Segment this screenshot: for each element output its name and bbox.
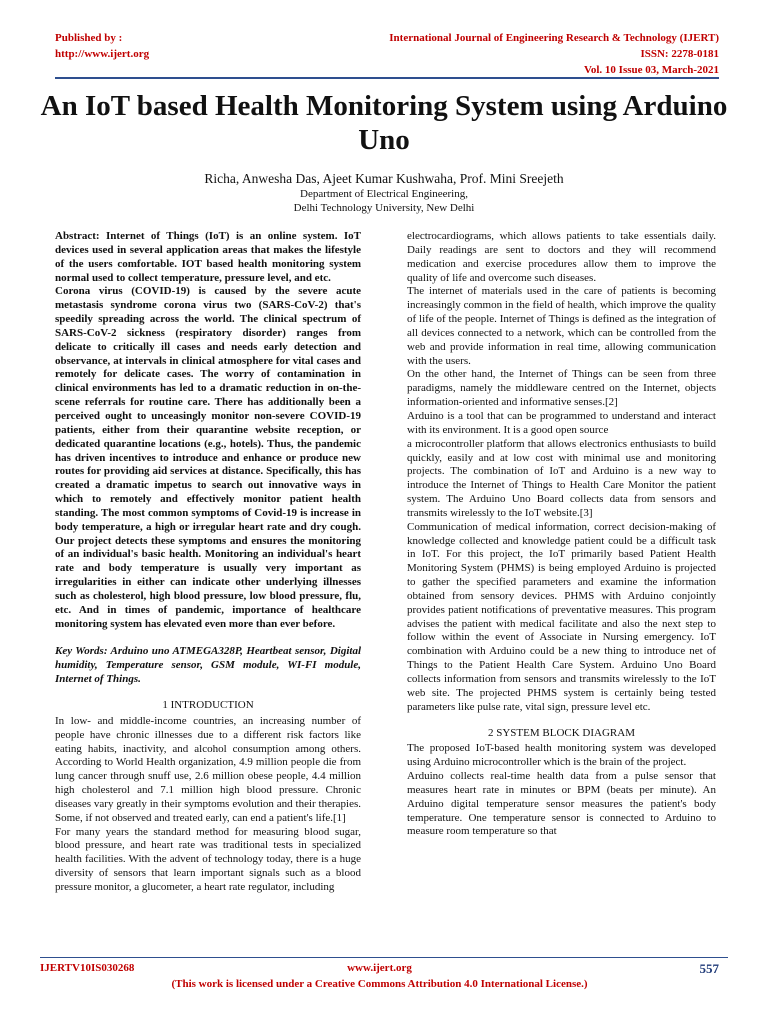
page-number: 557 [699, 961, 719, 976]
authors: Richa, Anwesha Das, Ajeet Kumar Kushwaha, Prof. Mini Sreejeth [204, 171, 564, 186]
header-website-link[interactable]: http://www.ijert.org [55, 48, 150, 60]
issn: ISSN: 2278-0181 [640, 48, 719, 60]
affiliation [40, 187, 728, 215]
header-left [55, 30, 149, 62]
body-paragraph: For many years the standard method for measuring blood sugar, blood pressure, and heart rate was traditional tests in specialized health facilities. With the advent of technology today, there is a huge diversity of sensors that learn important signals such as a blood pressure monitor, a glucometer, a heart rate regulator, including [55, 825, 361, 893]
journal-name: International Journal of Engineering Research & Technology (IJERT) [389, 32, 719, 44]
body-paragraph: The proposed IoT-based health monitoring system was developed using Arduino microcontroller which is the brain of the project. [407, 742, 716, 769]
published-by: Published by : [55, 32, 123, 44]
right-column [407, 230, 716, 839]
body-paragraph: Arduino collects real-time health data from a pulse sensor that measures heart rate in minutes or BPM (beats per minute). An Arduino digital temperature sensor measures the patient's body temperature. One temperature sensor is connected to Arduino to measure room temperature so that [407, 770, 716, 838]
header-rule [55, 77, 719, 79]
header-right [389, 30, 719, 78]
body-paragraph: electrocardiograms, which allows patients to take essentials daily. Daily readings are sent to doctors and they will recommend medication and exercise procedures allow them to improve the quality of life and overcome such diseases. [407, 230, 716, 284]
body-paragraph: In low- and middle-income countries, an increasing number of people have chronic illnesses due to a different risk factors like eating habits, inactivity, and alcohol consumption among others. According to World Health organization, 4.9 million people die from lung cancer through snuff use, 2.6 million obese people, 4.4 million high cholesterol and 7.1 million high blood pressure. Chronic diseases vary greatly in their symptoms evolution and their therapies. Some, if not observed and treated early, can end a patient's life.[1] [55, 714, 361, 824]
paper-id: IJERTV10IS030268 [40, 962, 135, 974]
page-footer [40, 962, 719, 996]
section-heading-introduction: 1 INTRODUCTION [162, 699, 254, 711]
section-heading-system-block-diagram: 2 SYSTEM BLOCK DIAGRAM [488, 726, 635, 739]
footer-rule [40, 957, 728, 958]
body-paragraph: Arduino is a tool that can be programmed to understand and interact with its environment. It is a good open source [407, 409, 716, 436]
abstract-paragraph: Corona virus (COVID-19) is caused by the severe acute metastasis syndrome corona virus two (SARS-CoV-2) that's speedily spreading across the world. The clinical spectrum of SARS-CoV-2 sickness (respiratory disorder) ranges from delicate to critically ill cases and needs early detection and observance, at intervals in clinical atmosphere for vital cases and remotely for delicate cases. The worry of contamination in clinical environments has led to a dramatic reduction in on-the-scene referrals for routine care. There has additionally been a perceived ought to unceasingly monitor non-severe COVID-19 patients, either from their quarantine website reception, or dedicated quarantine locations (e.g., hotels). Thus, the pandemic has driven incentives to introduce and enhance or produce new routes for providing aid services at distance. Specifically, this has created a dramatic impetus to search out innovative ways in which to remotely and effectively monitor patient health standing. The most common symptoms of Covid-19 is increase in body temperature, a high or irregular heart rate and dry cough. Our project detects these symptoms and ensures the monitoring of an individual's basic health. Monitoring an individual's heart rate and body temperature is usually very important as irregularities in either can indicate other underlying illnesses such as cholesterol, high blood pressure, low blood pressure, flu, etc. And in times of pandemic, importance of healthcare monitoring system has elevated even more than ever before. [55, 285, 361, 630]
body-paragraph: The internet of materials used in the care of patients is becoming increasingly common in the field of health, which improve the quality of life of the people. Internet of Things is defined as the integration of all devices connected to a network, which can be controlled from the web and provide information in real time, allowing communication with the users. [407, 285, 716, 367]
department: Department of Electrical Engineering, [300, 188, 468, 200]
university: Delhi Technology University, New Delhi [293, 202, 475, 214]
abstract-paragraph: Abstract: Internet of Things (IoT) is an online system. IoT devices used in several application areas that makes the lifestyle of the users comfortable. IOT based health monitoring system normal used to collect temperature, pressure level, and etc. [55, 230, 361, 284]
page-header [55, 30, 719, 82]
license-notice: (This work is licensed under a Creative Commons Attribution 4.0 International License.) [171, 978, 588, 990]
body-paragraph: Communication of medical information, correct decision-making of knowledge collected and knowledge patient could be a difficult task in IoT. For this project, the IoT primarily based Patient Health Monitoring System (PHMS) is being employed Arduino is projected to gather the specified parameters and examine the information obtained from sensory devices. PHMS with Arduino conjointly provides patient notifications of preventative measures. This program advises the patient with medical facilitate and also the next step to follow within the event of Associate in Nursing emergency. IoT combination with Arduino could be a new thing to introduce net of Things to the Patient Health Care System. Arduino Uno Board collects information from sensors and transmits wirelessly to the IoT web site. The projected PHMS system is certainly being tested parameters like pulse rate, vital sign, pressure level etc. [407, 520, 716, 713]
body-paragraph: On the other hand, the Internet of Things can be seen from three paradigms, namely the middleware centred on the Internet, objects information-oriented and informative senses.[2] [407, 368, 716, 409]
volume-issue: Vol. 10 Issue 03, March-2021 [583, 64, 719, 76]
body-paragraph: a microcontroller platform that allows electronics enthusiasts to build quickly, easily and at low cost with minimal use and monitoring projects. The combination of IoT and Arduino is a new way to introduce the Internet of Things to Health Care Monitor the patient system. The Arduino Uno Board collects data from sensors and transmits wirelessly to the IoT website.[3] [407, 437, 716, 519]
paper-title: An IoT based Health Monitoring System using Arduino Uno [40, 90, 728, 156]
keywords: Key Words: Arduino uno ATMEGA328P, Heartbeat sensor, Digital humidity, Temperature sensor, GSM module, WI-FI module, Internet of Things. [55, 645, 361, 686]
footer-website-link[interactable]: www.ijert.org [347, 962, 412, 974]
left-column [55, 230, 361, 895]
